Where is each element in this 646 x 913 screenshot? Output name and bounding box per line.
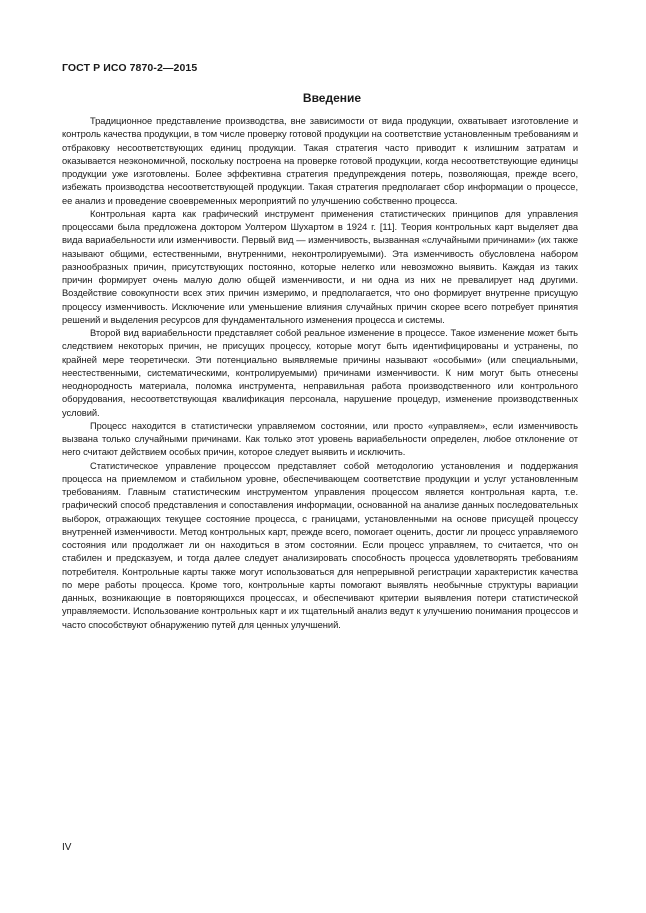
section-title: Введение <box>302 91 362 105</box>
paragraph: Статистическое управление процессом представляет собой методологию установления и поддержания процесса на приемлемом и стабильном уровне, обеспечивающем соответствие продукции и услуг установленным требованиям. Главным статистическим инструментом управления процессом является контрольная карта, т.е. графический способ представления и сопоставления информации, основанной на анализе данных последовательных выборок, отражающих текущее состояние процесса, с границами, установленными на основе присущей процессу внутренней изменчивости. Метод контрольных карт, прежде всего, помогает оценить, достиг ли процесс управляемого состояния или продолжает ли он находиться в этом состоянии. Если процесс управляем, то считается, что он стабилен и предсказуем, и тогда далее следует анализировать способность процесса удовлетворять требованиям потребителя. Контрольные карты также могут использоваться для непрерывной регистрации характеристик качества по мере работы процесса. Кроме того, контрольные карты помогают выявлять необычные структуры вариации данных, возникающие в повторяющихся процессах, и обеспечивают критерии выявления потери статистической управляемости. Использование контрольных карт и их тщательный анализ ведут к улучшению понимания процессов и часто способствуют обнаружению путей для ценных улучшений. <box>62 460 578 630</box>
paragraph: Традиционное представление производства, вне зависимости от вида продукции, охватывает изготовление и контроль качества продукции, в том числе проверку готовой продукции на соответствие установленным требованиям и отбраковку несоответствующих единиц продукции. Такая стратегия часто приводит к излишним затратам и оказывается неэкономичной, поскольку построена на проверке готовой продукции, когда несоответствующие единицы продукции уже изготовлены. Более эффективна стратегия предупреждения потерь, позволяющая, прежде всего, избежать производства несоответствующей продукции. Такая стратегия предполагает сбор информации о процессе, ее анализ и проведение своевременных мероприятий по улучшению собственно процесса. <box>62 116 578 206</box>
document-header: ГОСТ Р ИСО 7870-2—2015 <box>62 62 198 74</box>
page-number: IV <box>62 842 72 853</box>
section-body <box>62 115 578 632</box>
paragraph: Контрольная карта как графический инструмент применения статистических принципов для управления процессами была предложена доктором Уолтером Шухартом в 1924 г. [11]. Теория контрольных карт выделяет два вида вариабельности или изменчивости. Первый вид — изменчивость, вызванная «случайными причинами» (их также называют общими, естественными, внутренними, неконтролируемыми). Эта изменчивость обусловлена набором разнообразных причин, присутствующих постоянно, которые нелегко или невозможно выявить. Каждая из таких причин формирует очень малую долю общей изменчивости, и ни одна из них не превалирует над другими. Воздействие совокупности всех этих причин измеримо, и предполагается, что оно формирует внутренне присущую процессу изменчивость. Исключение или уменьшение влияния случайных причин скорее всего потребует принятия решений и выделения ресурсов для фундаментального изменения процесса и системы. <box>62 208 578 325</box>
paragraph: Второй вид вариабельности представляет собой реальное изменение в процессе. Такое изменение может быть следствием некоторых причин, не присущих процессу, которые могут быть идентифицированы и устранены, по крайней мере теоретически. Эти потенциально выявляемые причины называют «особыми» (или специальными, неестественными, систематическими, контролируемыми) причинами изменчивости. К ним могут быть отнесены неоднородность материала, поломка инструмента, неправильная работа производственного или контрольного оборудования, несоответствующая квалификация персонала, нарушение процедур, изменение производственных условий. <box>62 328 578 418</box>
paragraph: Процесс находится в статистически управляемом состоянии, или просто «управляем», если изменчивость вызвана только случайными причинами. Как только этот уровень вариабельности определен, любое отклонение от него считают действием особых причин, которое следует выявить и исключить. <box>62 420 578 458</box>
